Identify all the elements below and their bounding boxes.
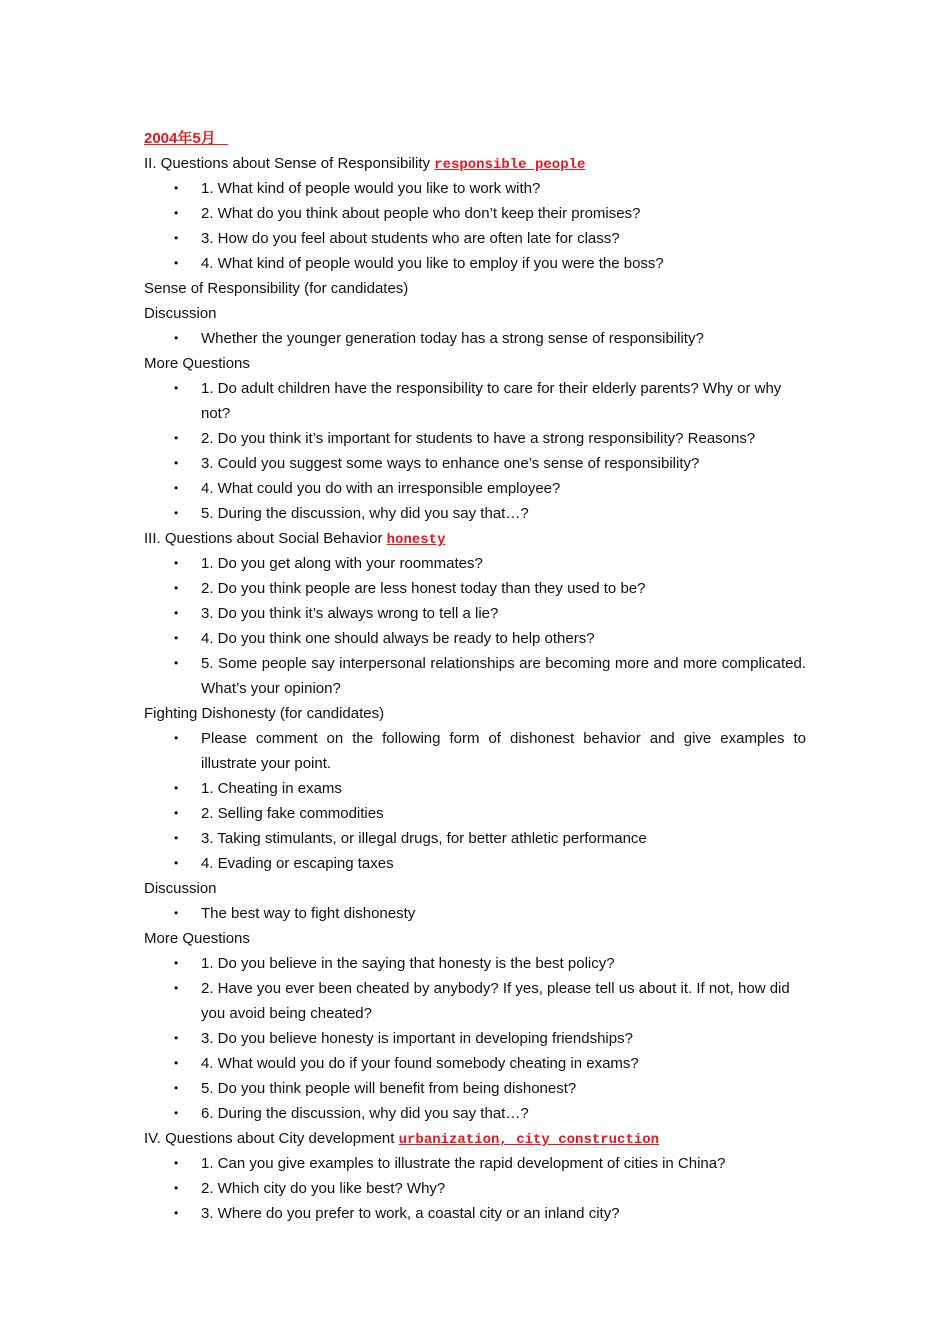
- list-item: [144, 326, 806, 351]
- section-title: III. Questions about Social Behavior: [144, 530, 383, 547]
- section-title: II. Questions about Sense of Responsibility: [144, 155, 430, 172]
- bullet-icon: •: [174, 831, 179, 845]
- list-item: [144, 376, 806, 426]
- discussion-label: Discussion: [144, 305, 217, 322]
- bullet-icon: •: [174, 731, 179, 745]
- bullet-icon: •: [174, 1106, 179, 1120]
- section-heading: [144, 151, 806, 176]
- list-item: [144, 451, 806, 476]
- list-item: [144, 851, 806, 876]
- bullet-icon: •: [174, 556, 179, 570]
- item-text: 3. Taking stimulants, or illegal drugs, for better athletic performance: [201, 830, 647, 847]
- list-item: [144, 901, 806, 926]
- question-text: 4. What would you do if your found somebody cheating in exams?: [201, 1055, 639, 1072]
- question-text: 5. Do you think people will benefit from being dishonest?: [201, 1080, 577, 1097]
- more-questions-label: More Questions: [144, 355, 250, 372]
- list-item: [144, 1051, 806, 1076]
- bullet-icon: •: [174, 481, 179, 495]
- date-heading-line: [144, 126, 806, 151]
- list-item: [144, 501, 806, 526]
- bullet-icon: •: [174, 1081, 179, 1095]
- bullet-icon: •: [174, 656, 179, 670]
- question-text: 1. Can you give examples to illustrate the rapid development of cities in China?: [201, 1155, 726, 1172]
- bullet-icon: •: [174, 1181, 179, 1195]
- list-item: [144, 726, 806, 776]
- bullet-icon: •: [174, 606, 179, 620]
- question-text: 1. Do adult children have the responsibility to care for their elderly parents? Why or why not?: [201, 380, 782, 422]
- bullet-icon: •: [174, 506, 179, 520]
- section-heading: [144, 526, 806, 551]
- list-item: [144, 601, 806, 626]
- discussion-text: The best way to fight dishonesty: [201, 905, 416, 922]
- list-item: [144, 1026, 806, 1051]
- question-text: 4. What could you do with an irresponsible employee?: [201, 480, 561, 497]
- list-item: [144, 1151, 806, 1176]
- list-item: [144, 776, 806, 801]
- list-item: [144, 476, 806, 501]
- section-heading: [144, 1126, 806, 1151]
- subsection-title: Sense of Responsibility (for candidates): [144, 280, 409, 297]
- bullet-icon: •: [174, 981, 179, 995]
- bullet-icon: •: [174, 256, 179, 270]
- question-text: 3. Where do you prefer to work, a coastal city or an inland city?: [201, 1205, 620, 1222]
- list-item: [144, 251, 806, 276]
- bullet-icon: •: [174, 1156, 179, 1170]
- bullet-icon: •: [174, 1031, 179, 1045]
- list-item: [144, 226, 806, 251]
- list-item: [144, 626, 806, 651]
- bullet-icon: •: [174, 206, 179, 220]
- question-text: 2. What do you think about people who don’t keep their promises?: [201, 205, 641, 222]
- question-text: 5. During the discussion, why did you say that…?: [201, 505, 529, 522]
- bullet-icon: •: [174, 906, 179, 920]
- question-text: 3. Could you suggest some ways to enhance one’s sense of responsibility?: [201, 455, 700, 472]
- bullet-icon: •: [174, 781, 179, 795]
- question-text: 2. Have you ever been cheated by anybody? If yes, please tell us about it. If not, how did you avoid being cheated?: [201, 980, 790, 1022]
- bullet-icon: •: [174, 956, 179, 970]
- document-page: [144, 126, 806, 1226]
- list-item: [144, 951, 806, 976]
- bullet-icon: •: [174, 181, 179, 195]
- question-text: 1. What kind of people would you like to work with?: [201, 180, 541, 197]
- list-item: [144, 976, 806, 1026]
- question-text: 6. During the discussion, why did you say that…?: [201, 1105, 529, 1122]
- item-text: 2. Selling fake commodities: [201, 805, 384, 822]
- section-keyword: responsible people: [434, 157, 586, 173]
- list-item: [144, 1101, 806, 1126]
- question-text: 1. Do you believe in the saying that honesty is the best policy?: [201, 955, 615, 972]
- list-item: [144, 201, 806, 226]
- bullet-icon: •: [174, 581, 179, 595]
- bullet-icon: •: [174, 1056, 179, 1070]
- bullet-icon: •: [174, 1206, 179, 1220]
- question-text: 4. Do you think one should always be ready to help others?: [201, 630, 595, 647]
- list-item: [144, 176, 806, 201]
- question-text: 2. Do you think people are less honest today than they used to be?: [201, 580, 646, 597]
- list-item: [144, 1176, 806, 1201]
- question-text: 3. Do you think it’s always wrong to tell a lie?: [201, 605, 499, 622]
- bullet-icon: •: [174, 381, 179, 395]
- bullet-icon: •: [174, 806, 179, 820]
- list-item: [144, 551, 806, 576]
- bullet-icon: •: [174, 431, 179, 445]
- subsection-title: Fighting Dishonesty (for candidates): [144, 705, 385, 722]
- question-text: 3. How do you feel about students who are often late for class?: [201, 230, 620, 247]
- section-title: IV. Questions about City development: [144, 1130, 395, 1147]
- question-text: 1. Do you get along with your roommates?: [201, 555, 483, 572]
- question-text: 4. What kind of people would you like to employ if you were the boss?: [201, 255, 664, 272]
- bullet-icon: •: [174, 631, 179, 645]
- bullet-icon: •: [174, 231, 179, 245]
- question-text: 2. Do you think it’s important for students to have a strong responsibility? Reasons?: [201, 430, 756, 447]
- list-item: [144, 1201, 806, 1226]
- date-heading: 2004年5月: [144, 130, 216, 147]
- list-item: [144, 826, 806, 851]
- item-text: 1. Cheating in exams: [201, 780, 342, 797]
- question-text: 5. Some people say interpersonal relationships are becoming more and more complicated. What’s your opinion?: [201, 655, 806, 697]
- list-item: [144, 801, 806, 826]
- discussion-text: Whether the younger generation today has a strong sense of responsibility?: [201, 330, 704, 347]
- list-item: [144, 426, 806, 451]
- item-text: 4. Evading or escaping taxes: [201, 855, 394, 872]
- bullet-icon: •: [174, 856, 179, 870]
- list-item: [144, 1076, 806, 1101]
- more-questions-label: More Questions: [144, 930, 250, 947]
- list-item: [144, 576, 806, 601]
- section-keyword: honesty: [386, 532, 446, 548]
- question-text: 2. Which city do you like best? Why?: [201, 1180, 446, 1197]
- bullet-icon: •: [174, 331, 179, 345]
- bullet-icon: •: [174, 456, 179, 470]
- list-item: [144, 651, 806, 701]
- section-keyword: urbanization, city construction: [398, 1132, 660, 1148]
- instruction-text: Please comment on the following form of dishonest behavior and give examples to illustrate your point.: [201, 730, 806, 772]
- question-text: 3. Do you believe honesty is important in developing friendships?: [201, 1030, 633, 1047]
- discussion-label: Discussion: [144, 880, 217, 897]
